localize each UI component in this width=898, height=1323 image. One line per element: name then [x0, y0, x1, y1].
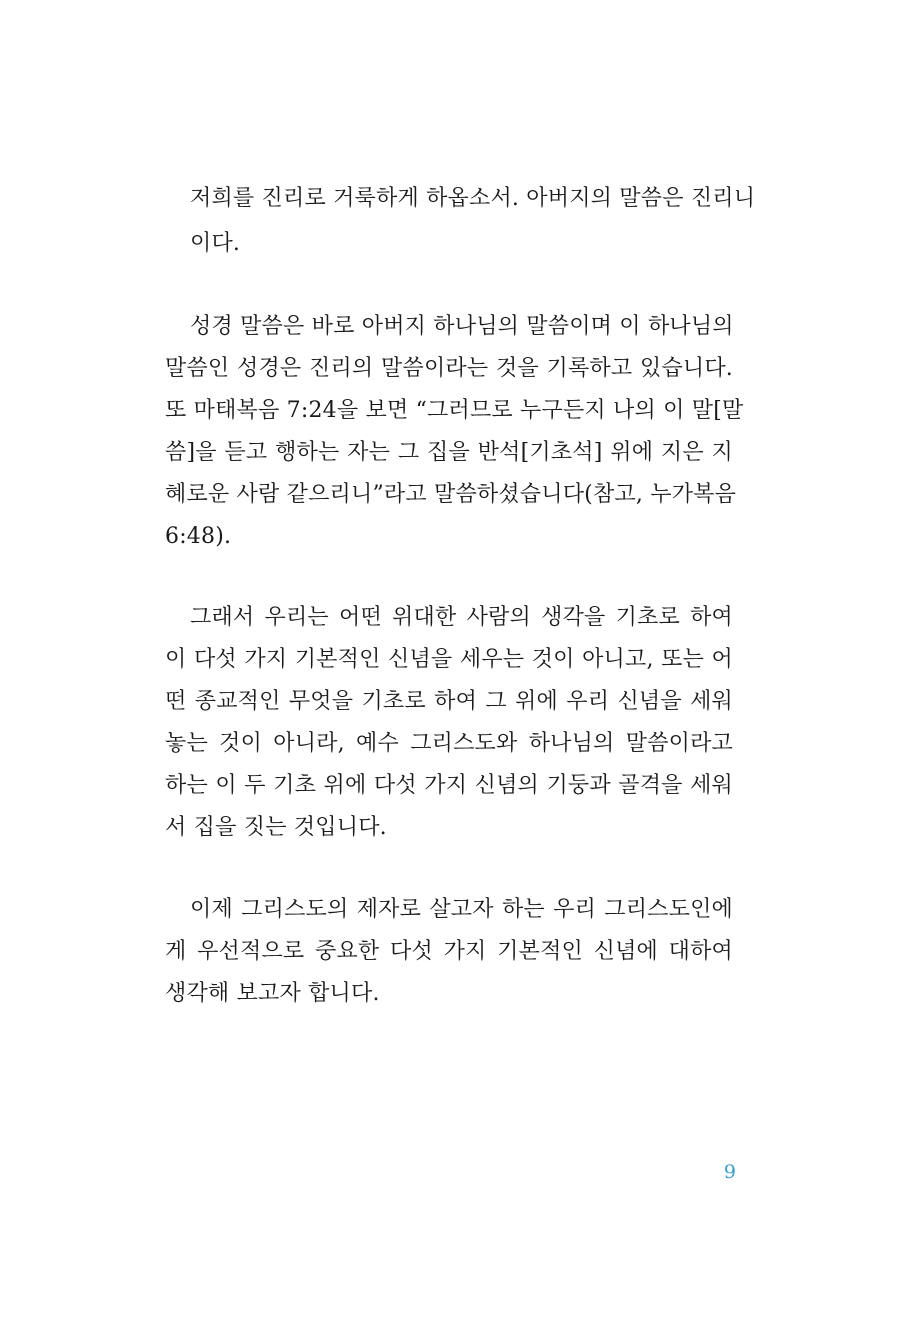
- paragraph-1-line-6: 6:48).: [165, 524, 232, 549]
- paragraph-1-line-4: 씀]을 듣고 행하는 자는 그 집을 반석[기초석] 위에 지은 지: [165, 440, 733, 465]
- paragraph-3-line-2: 게 우선적으로 중요한 다섯 가지 기본적인 신념에 대하여: [165, 939, 733, 964]
- paragraph-3-line-1: 이제 그리스도의 제자로 살고자 하는 우리 그리스도인에: [190, 897, 733, 922]
- paragraph-1-line-2: 말씀인 성경은 진리의 말씀이라는 것을 기록하고 있습니다.: [165, 356, 733, 381]
- paragraph-2-line-4: 놓는 것이 아니라, 예수 그리스도와 하나님의 말씀이라고: [165, 731, 733, 756]
- paragraph-2-line-3: 떤 종교적인 무엇을 기초로 하여 그 위에 우리 신념을 세워: [165, 689, 733, 714]
- paragraph-2-line-2: 이 다섯 가지 기본적인 신념을 세우는 것이 아니고, 또는 어: [165, 647, 733, 672]
- paragraph-3-line-3: 생각해 보고자 합니다.: [165, 981, 380, 1006]
- quote-line-1: 저희를 진리로 거룩하게 하옵소서. 아버지의 말씀은 진리니: [190, 186, 756, 211]
- paragraph-2-line-5: 하는 이 두 기초 위에 다섯 가지 신념의 기둥과 골격을 세워: [165, 773, 733, 798]
- paragraph-2-line-1: 그래서 우리는 어떤 위대한 사람의 생각을 기초로 하여: [190, 605, 733, 630]
- paragraph-1-line-3: 또 마태복음 7:24을 보면 “그러므로 누구든지 나의 이 말[말: [165, 398, 744, 423]
- quote-line-2: 이다.: [190, 231, 241, 256]
- page-number: 9: [723, 1161, 736, 1183]
- paragraph-1-line-5: 혜로운 사람 같으리니”라고 말씀하셨습니다(참고, 누가복음: [165, 482, 737, 507]
- paragraph-1-line-1: 성경 말씀은 바로 아버지 하나님의 말씀이며 이 하나님의: [190, 314, 734, 339]
- paragraph-2-line-6: 서 집을 짓는 것입니다.: [165, 815, 387, 840]
